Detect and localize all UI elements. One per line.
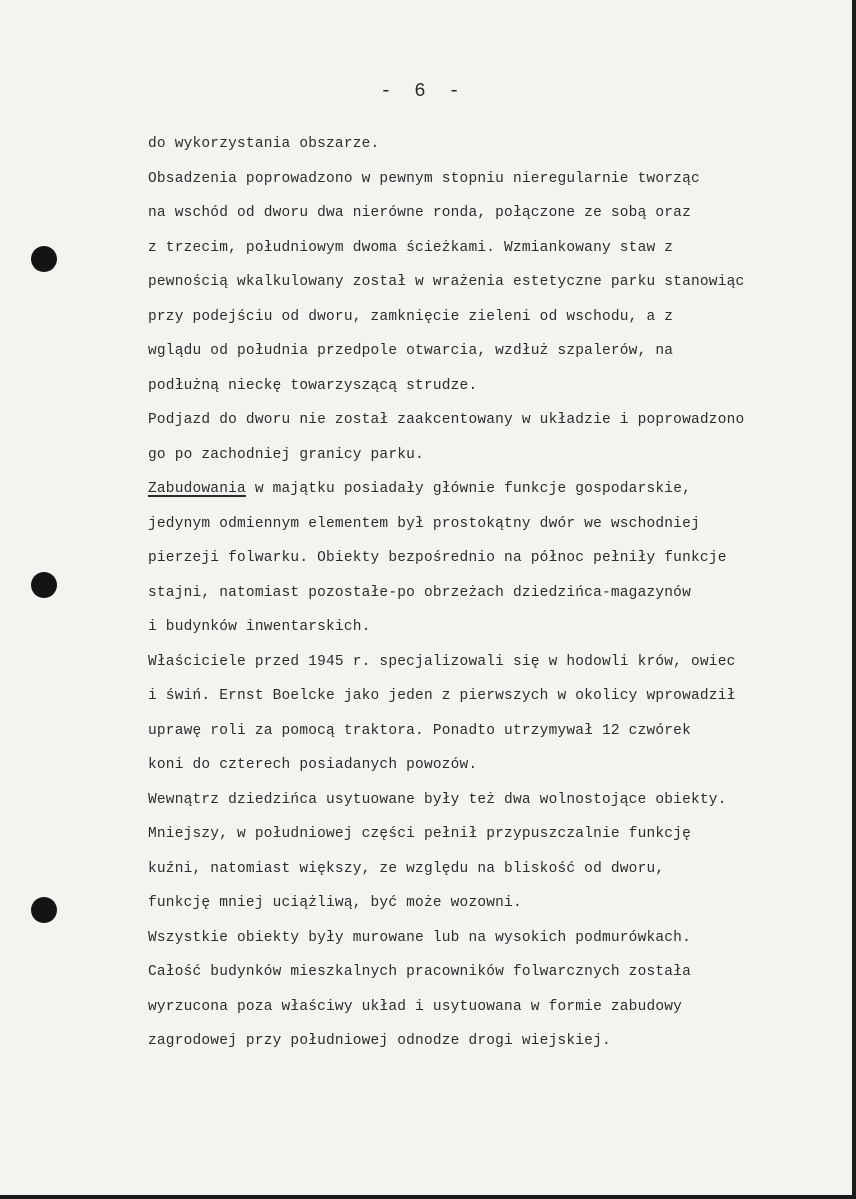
text-line: z trzecim, południowym dwoma ścieżkami. Wzmiankowany staw z: [148, 239, 674, 256]
text-line: wglądu od południa przedpole otwarcia, wzdłuż szpalerów, na: [148, 343, 674, 359]
text-line: do wykorzystania obszarze.: [148, 136, 380, 152]
text-line: kuźni, natomiast większy, ze względu na bliskość od dworu,: [148, 860, 665, 877]
text-line: i budynków inwentarskich.: [148, 619, 371, 635]
typewritten-text: [148, 131, 856, 1063]
underlined-word: Zabudowania: [148, 481, 246, 497]
text-line: zagrodowej przy południowej odnodze drogi wiejskiej.: [148, 1033, 611, 1049]
text-line: na wschód od dworu dwa nierówne ronda, połączone ze sobą oraz: [148, 205, 691, 221]
text-line: wyrzucona poza właściwy układ i usytuowana w formie zabudowy: [148, 998, 683, 1015]
text-line: pierzeji folwarku. Obiekty bezpośrednio na północ pełniły funkcje: [148, 550, 727, 566]
text-line-with-underline: [148, 476, 856, 511]
text-line: Podjazd do dworu nie został zaakcentowany w układzie i poprowadzono: [148, 412, 745, 428]
text-line: uprawę roli za pomocą traktora. Ponadto utrzymywał 12 czwórek: [148, 722, 691, 739]
text-line: Wszystkie obiekty były murowane lub na wysokich podmurówkach.: [148, 929, 691, 946]
text-line: jedynym odmiennym elementem był prostokątny dwór we wschodniej: [148, 515, 700, 532]
text-line-rest: w majątku posiadały głównie funkcje gospodarskie,: [245, 481, 691, 497]
text-line: pewnością wkalkulowany został w wrażenia estetyczne parku stanowiąc: [148, 274, 745, 290]
text-line: przy podejściu od dworu, zamknięcie zieleni od wschodu, a z: [148, 308, 674, 325]
text-line: podłużną nieckę towarzyszącą strudze.: [148, 377, 478, 394]
text-line: Całość budynków mieszkalnych pracowników folwarcznych została: [148, 964, 691, 980]
page-number: - 6 -: [380, 80, 460, 102]
text-line: funkcję mniej uciążliwą, być może wozowni.: [148, 895, 522, 911]
text-line: i świń. Ernst Boelcke jako jeden z pierwszych w okolicy wprowadził: [148, 688, 736, 704]
text-line: Mniejszy, w południowej części pełnił przypuszczalnie funkcję: [148, 826, 691, 842]
punch-hole: [31, 897, 57, 923]
punch-hole: [31, 246, 57, 272]
text-line: Właściciele przed 1945 r. specjalizowali się w hodowli krów, owiec: [148, 653, 736, 670]
text-line: Wewnątrz dziedzińca usytuowane były też dwa wolnostojące obiekty.: [148, 791, 727, 808]
text-line: go po zachodniej granicy parku.: [148, 446, 424, 463]
punch-hole: [31, 572, 57, 598]
text-line: koni do czterech posiadanych powozów.: [148, 757, 478, 773]
text-line: Obsadzenia poprowadzono w pewnym stopniu nieregularnie tworząc: [148, 170, 700, 187]
text-line: stajni, natomiast pozostałe-po obrzeżach dziedzińca-magazynów: [148, 584, 691, 601]
